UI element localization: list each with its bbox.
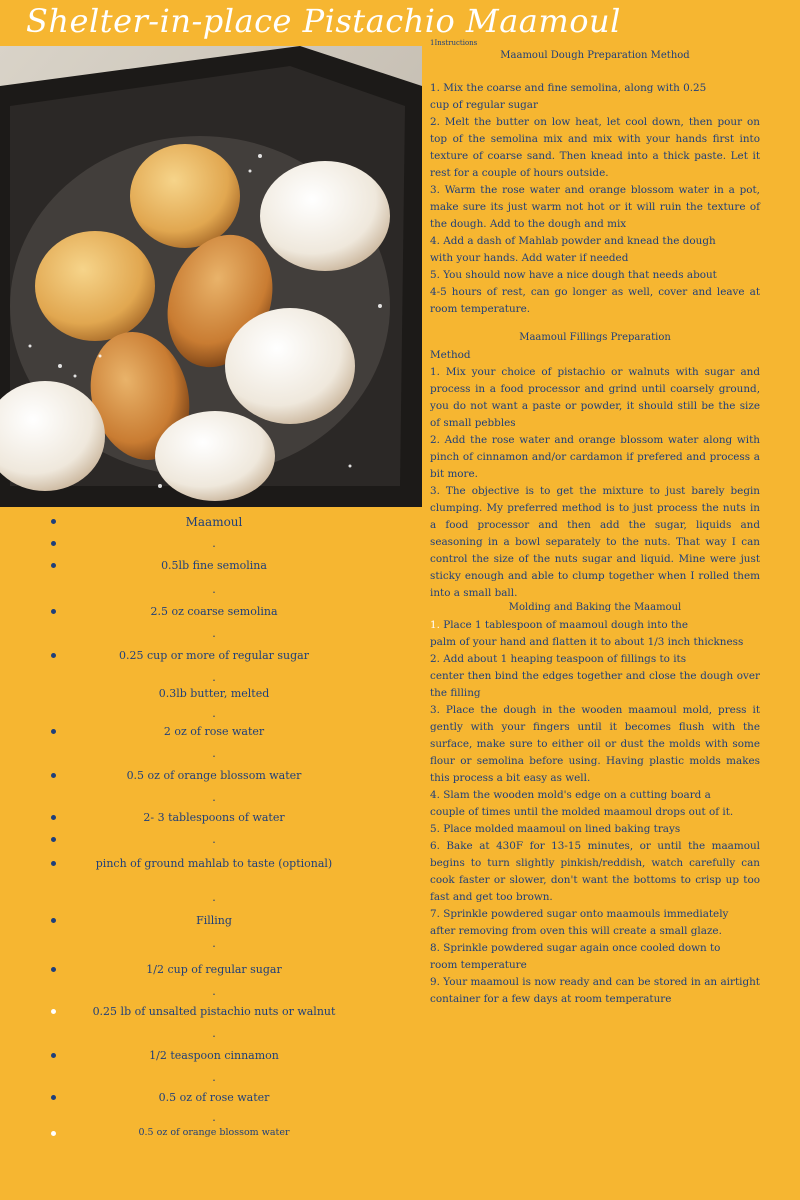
dough-step-line: 3. Warm the rose water and orange blossom water in a pot, make sure its just warm not hot or it will ruin the texture of the dough. Add to the dough and mix [430, 184, 760, 230]
ingredient-text: . [212, 583, 216, 596]
ingredient-text: 2.5 oz coarse semolina [150, 605, 278, 618]
dough-step-line: 5. You should now have a nice dough that needs about [430, 269, 717, 281]
ingredient-text: . [212, 891, 216, 904]
ingredient-text: . [212, 791, 216, 804]
molding-step-line: 7. Sprinkle powdered sugar onto maamouls immediately [430, 908, 729, 920]
ingredient-text: . [212, 833, 216, 846]
dough-steps [430, 80, 760, 318]
ingredient-text: 1/2 teaspoon cinnamon [149, 1049, 279, 1062]
fillings-subtitle: Method [430, 349, 471, 361]
molding-step-line: 4. Slam the wooden mold's edge on a cutting board a [430, 789, 711, 801]
ingredient-text: . [212, 1027, 216, 1040]
ingredient-text: 2 oz of rose water [163, 725, 265, 738]
ingredient-text: . [212, 747, 216, 760]
molding-step-line: 2. Add about 1 heaping teaspoon of fillings to its [430, 653, 687, 665]
ingredients-list [0, 507, 422, 1167]
fillings-section-title: Maamoul Fillings Preparation [519, 332, 671, 343]
molding-step-line: palm of your hand and flatten it to about 1/3 inch thickness [430, 636, 744, 648]
ingredient-text: 0.5 oz of rose water [158, 1091, 270, 1104]
ingredient-text: 0.25 cup or more of regular sugar [119, 649, 309, 662]
molding-step-line: 3. Place the dough in the wooden maamoul mold, press it gently with your fingers until it becomes flush with the surface, make sure to either oil or dust the molds with some flour or semolina before using. Having plastic molds makes this process a bit easy as well. [430, 704, 760, 784]
instructions-heading: 1Instructions [430, 39, 478, 47]
molding-step1-text: Place 1 tablespoon of maamoul dough into the [439, 619, 688, 631]
molding-step-line: 9. Your maamoul is now ready and can be stored in an airtight container for a few days at room temperature [430, 976, 760, 1005]
page-title: Shelter-in-place Pistachio Maamoul [26, 2, 621, 40]
ingredient-text: . [212, 537, 216, 550]
ingredient-text: 0.5 oz of orange blossom water [126, 769, 302, 782]
ingredient-text: 0.3lb butter, melted [158, 687, 270, 700]
ingredient-text: 0.5 oz of orange blossom water [138, 1127, 290, 1138]
ingredient-text: . [212, 985, 216, 998]
molding-step-line: 6. Bake at 430F for 13-15 minutes, or until the maamoul begins to turn slightly pinkish/reddish, watch carefully can cook faster or slower, don't want the bottoms to crisp up too fast and get too brown. [430, 840, 760, 903]
fillings-step-line: 1. Mix your choice of pistachio or walnuts with sugar and process in a food processor and grind until coarsely ground, you do not want a paste or powder, it should still be the size of small pebbles [430, 366, 760, 429]
molding-section-title: Molding and Baking the Maamoul [508, 602, 682, 613]
molding-step-line [430, 617, 760, 634]
molding-step-line: 5. Place molded maamoul on lined baking trays [430, 823, 681, 835]
ingredient-text: . [212, 627, 216, 640]
molding-step-line: couple of times until the molded maamoul drops out of it. [430, 806, 734, 818]
ingredient-text: 0.5lb fine semolina [161, 559, 267, 572]
ingredient-text: Filling [196, 914, 232, 927]
dough-step-line: 2. Melt the butter on low heat, let cool down, then pour on top of the semolina mix and mix with your hands first into texture of coarse sand. Then knead into a thick paste. Let it rest for a couple of hours outside. [430, 116, 760, 179]
molding-step1-number: 1. [430, 619, 440, 631]
fillings-step-line: 3. The objective is to get the mixture to just barely begin clumping. My preferred method is to just process the nuts in a food processor and then add the sugar, liquids and seasoning in a bowl separately to the nuts. That way I can control the size of the nuts sugar and liquid. Mine were just sticky enough and able to clump together when I rolled them into a small ball. [430, 485, 760, 599]
fillings-steps [430, 347, 760, 602]
ingredient-text: pinch of ground mahlab to taste (optional) [95, 857, 333, 870]
ingredient-text: . [212, 1111, 216, 1124]
molding-step-line: after removing from oven this will create a small glaze. [430, 925, 722, 937]
ingredient-text: . [212, 1071, 216, 1084]
fillings-step-line: 2. Add the rose water and orange blossom water along with pinch of cinnamon and/or cardamon if prefered and process a bit more. [430, 434, 760, 480]
ingredient-text: . [212, 937, 216, 950]
molding-step-line: 8. Sprinkle powdered sugar again once cooled down to [430, 942, 721, 954]
maamoul-cookies-photo [0, 46, 422, 507]
dough-section-title: Maamoul Dough Preparation Method [500, 50, 690, 61]
dough-step-line: 4. Add a dash of Mahlab powder and knead the dough [430, 235, 716, 247]
dough-step-line: with your hands. Add water if needed [430, 252, 629, 264]
ingredient-text: . [212, 671, 216, 684]
ingredient-text: . [212, 707, 216, 720]
molding-step-line: center then bind the edges together and close the dough over the filling [430, 670, 760, 699]
molding-steps [430, 617, 760, 1008]
dough-step-line: cup of regular sugar [430, 99, 538, 111]
ingredient-text: Maamoul [185, 515, 243, 529]
ingredient-text: 1/2 cup of regular sugar [146, 963, 282, 976]
molding-step-line: room temperature [430, 959, 527, 971]
dough-step-line: 4-5 hours of rest, can go longer as well, cover and leave at room temperature. [430, 286, 760, 315]
ingredient-text: 0.25 lb of unsalted pistachio nuts or walnut [92, 1005, 336, 1018]
dough-step-line: 1. Mix the coarse and fine semolina, along with 0.25 [430, 82, 707, 94]
cookies-illustration [0, 46, 422, 507]
ingredient-text: 2- 3 tablespoons of water [143, 811, 285, 824]
